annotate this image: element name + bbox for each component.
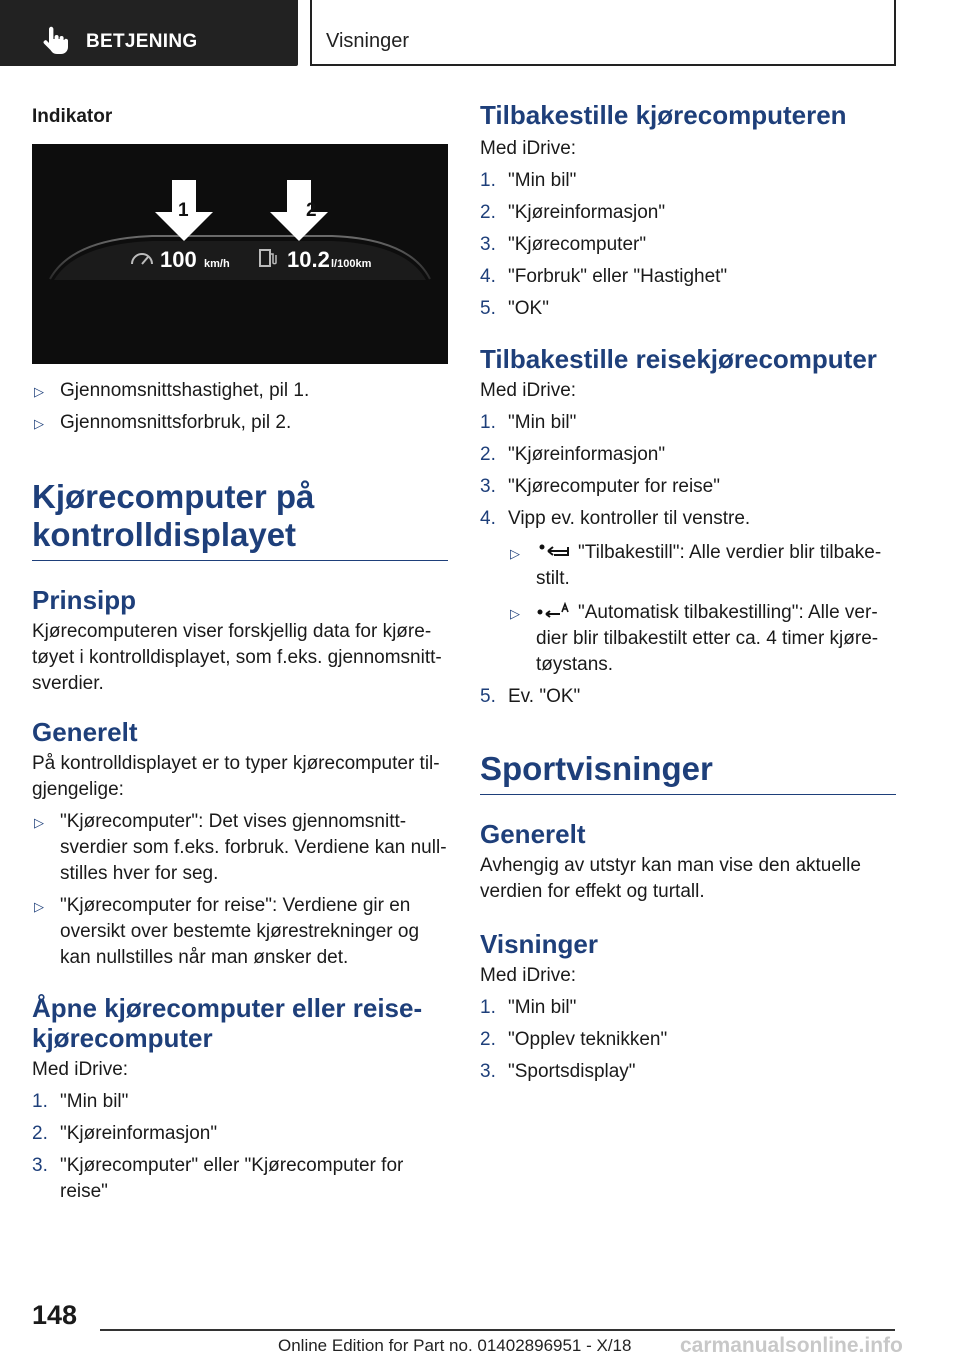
reset-travel-heading: Tilbakestille reisekjørecomputer bbox=[480, 344, 877, 374]
speed-value: 100 bbox=[160, 247, 197, 272]
hand-pointer-icon bbox=[40, 26, 70, 56]
section-title-sport: Sportvisninger bbox=[480, 750, 896, 795]
cluster-illustration bbox=[32, 144, 448, 364]
list-item: 5. Ev. "OK" bbox=[480, 686, 581, 707]
sport-general-heading: Generelt bbox=[480, 819, 586, 849]
bullet-icon: ▷ bbox=[34, 384, 44, 399]
open-intro: Med iDrive: bbox=[32, 1059, 129, 1080]
list-item: 1. "Min bil" bbox=[480, 170, 577, 191]
right-column bbox=[480, 100, 896, 1085]
indicator-list bbox=[32, 378, 448, 436]
list-item: 3. "Kjørecomputer" eller "Kjørecomputer for reise" bbox=[32, 1155, 404, 1202]
general-text: På kontrolldisplayet er to typer kjørecomputer tilgjengelige: bbox=[32, 753, 440, 800]
open-steps bbox=[32, 1089, 448, 1205]
list-item: 4. "Forbruk" eller "Hastighet" bbox=[480, 266, 728, 287]
list-item: ▷ "Tilbakestill": Alle verdier blir tilbakestilt. bbox=[510, 542, 882, 589]
bullet-icon: ▷ bbox=[510, 606, 520, 621]
auto-reset-icon bbox=[536, 602, 570, 620]
list-item: 2. "Opplev teknikken" bbox=[480, 1029, 668, 1050]
reset-icon bbox=[536, 542, 570, 560]
list-item: ▷ Gjennomsnittsforbruk, pil 2. bbox=[32, 410, 448, 436]
list-item: 5. "OK" bbox=[480, 298, 549, 319]
list-item: 2. "Kjøreinformasjon" bbox=[480, 202, 666, 223]
bullet-icon: ▷ bbox=[510, 546, 520, 561]
views-steps bbox=[480, 995, 896, 1085]
fuel-unit: l/100km bbox=[331, 258, 372, 270]
page-number: 148 bbox=[32, 1300, 78, 1330]
views-intro: Med iDrive: bbox=[480, 965, 577, 986]
list-item: 2. "Kjøreinformasjon" bbox=[32, 1123, 218, 1144]
principle-heading: Prinsipp bbox=[32, 585, 137, 615]
open-heading: Åpne kjørecomputer eller reisekjørecomputer bbox=[32, 993, 423, 1053]
list-item: 1. "Min bil" bbox=[32, 1091, 129, 1112]
arrow-2-label: 2 bbox=[306, 200, 317, 221]
left-column bbox=[32, 100, 448, 1205]
sport-general-text: Avhengig av utstyr kan man vise den aktuelle verdien for effekt og turtall. bbox=[480, 855, 861, 902]
title-box bbox=[310, 0, 896, 66]
list-item: 4. Vipp ev. kontroller til venstre. ▷ "Tilbakestill": Alle verdier blir tilbakestilt. ▷ "Automatisk tilbakestilling": Alle verdier blir tilbakestilt etter ca. 4 timer kjøretøystans. bbox=[480, 506, 896, 678]
arrow-1-label: 1 bbox=[178, 200, 189, 221]
edition-note: Online Edition for Part no. 01402896951 - X/18 bbox=[278, 1336, 632, 1355]
footer-divider bbox=[100, 1329, 895, 1331]
page-title: Visninger bbox=[326, 30, 410, 52]
list-item: 3. "Kjørecomputer" bbox=[480, 234, 647, 255]
general-list bbox=[32, 809, 448, 971]
views-heading: Visninger bbox=[480, 929, 599, 959]
fuel-value: 10.2 bbox=[287, 247, 330, 272]
page-footer bbox=[0, 1292, 960, 1362]
list-item: 1. "Min bil" bbox=[480, 997, 577, 1018]
reset-trip-steps bbox=[480, 168, 896, 322]
list-item: ▷ "Automatisk tilbakestilling": Alle verdier blir tilbakestilt etter ca. 4 timer kjøretøystans. bbox=[510, 602, 879, 675]
speed-unit: km/h bbox=[204, 258, 230, 270]
section-tab bbox=[0, 0, 298, 66]
reset-travel-intro: Med iDrive: bbox=[480, 380, 577, 401]
page-header bbox=[0, 0, 960, 66]
section-title-trip-computer: Kjørecomputer på kontrolldisplayet bbox=[32, 478, 448, 561]
principle-text: Kjørecomputeren viser forskjellig data for kjøretøyet i kontrolldisplayet, som f.eks. gjennomsnittsverdier. bbox=[32, 621, 442, 694]
list-item: ▷ "Kjørecomputer": Det vises gjennomsnittsverdier som f.eks. forbruk. Verdiene kan nullstilles hver for seg. bbox=[34, 811, 447, 884]
reset-trip-intro: Med iDrive: bbox=[480, 138, 577, 159]
bullet-icon: ▷ bbox=[34, 899, 44, 914]
list-item: ▷ Gjennomsnittshastighet, pil 1. bbox=[32, 378, 448, 404]
general-heading: Generelt bbox=[32, 717, 138, 747]
arrow-2-icon bbox=[270, 180, 328, 241]
reset-trip-heading: Tilbakestille kjørecomputeren bbox=[480, 100, 847, 130]
reset-travel-steps bbox=[480, 410, 896, 710]
section-label: BETJENING bbox=[86, 31, 198, 52]
list-item: 3. "Kjørecomputer for reise" bbox=[480, 476, 720, 497]
list-item: 3. "Sportsdisplay" bbox=[480, 1061, 636, 1082]
watermark: carmanualsonline.info bbox=[680, 1334, 903, 1357]
instrument-cluster-image bbox=[32, 144, 448, 364]
bullet-icon: ▷ bbox=[34, 416, 44, 431]
list-item: 1. "Min bil" bbox=[480, 412, 577, 433]
list-item: 2. "Kjøreinformasjon" bbox=[480, 444, 666, 465]
bullet-icon: ▷ bbox=[34, 815, 44, 830]
reset-options-list bbox=[508, 540, 896, 678]
list-item: ▷ "Kjørecomputer for reise": Verdiene gir en oversikt over bestemte kjørestrekninger og kan nullstilles når man ønsker det. bbox=[34, 895, 420, 968]
indicator-label: Indikator bbox=[32, 106, 113, 127]
